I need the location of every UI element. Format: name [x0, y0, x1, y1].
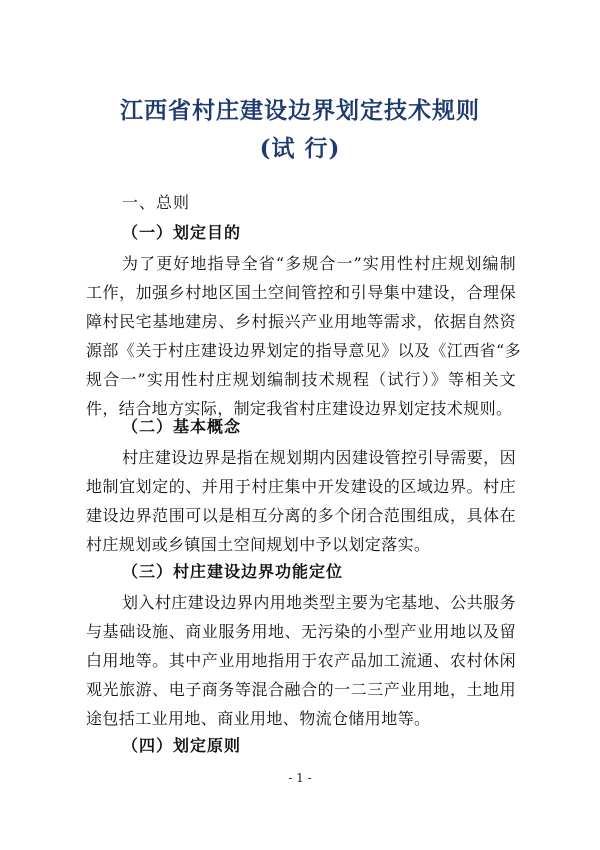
- paragraph-line: 规合一”实用性村庄规划编制技术规程（试行）》等相关文: [86, 370, 516, 389]
- paragraph-line: 工作，加强乡村地区国土空间管控和引导集中建设，合理保: [86, 283, 516, 302]
- paragraph-concept: [86, 443, 516, 559]
- paragraph-line: 与基础设施、商业服务用地、无污染的小型产业用地以及留: [86, 622, 516, 641]
- paragraph-line: 件，结合地方实际，制定我省村庄建设边界划定技术规则。: [86, 399, 513, 418]
- subsection-heading-concept: （二）基本概念: [122, 417, 242, 436]
- paragraph-purpose: [86, 249, 521, 423]
- paragraph-line: 划入村庄建设边界内用地类型主要为宅基地、公共服务: [122, 593, 516, 612]
- document-title: 江西省村庄建设边界划定技术规则: [120, 97, 480, 124]
- page-number: - 1 -: [288, 771, 312, 785]
- paragraph-line: 源部《关于村庄建设边界划定的指导意见》以及《江西省“多: [86, 341, 521, 360]
- paragraph-line: 村庄规划或乡镇国土空间规划中予以划定落实。: [86, 535, 431, 554]
- subsection-heading-purpose: （一）划定目的: [122, 223, 242, 242]
- document-subtitle: (试 行): [259, 135, 341, 162]
- paragraph-line: 建设边界范围可以是相互分离的多个闭合范围组成，具体在: [86, 506, 516, 525]
- paragraph-line: 途包括工业用地、商业用地、物流仓储用地等。: [86, 709, 431, 728]
- paragraph-line: 为了更好地指导全省“多规合一”实用性村庄规划编制: [122, 254, 516, 273]
- subsection-heading-principles: （四）划定原则: [122, 736, 242, 755]
- paragraph-line: 观光旅游、电子商务等混合融合的一二三产业用地，土地用: [86, 680, 516, 699]
- paragraph-line: 障村民宅基地建房、乡村振兴产业用地等需求，依据自然资: [86, 312, 516, 331]
- paragraph-line: 地制宜划定的、并用于村庄集中开发建设的区域边界。村庄: [86, 477, 516, 496]
- paragraph-line: 白用地等。其中产业用地指用于农产品加工流通、农村休闲: [86, 651, 516, 670]
- section-heading-general: 一、总则: [122, 193, 191, 212]
- paragraph-line: 村庄建设边界是指在规划期内因建设管控引导需要，因: [122, 448, 516, 467]
- paragraph-function: [86, 588, 516, 733]
- subsection-heading-function: （三）村庄建设边界功能定位: [122, 562, 344, 581]
